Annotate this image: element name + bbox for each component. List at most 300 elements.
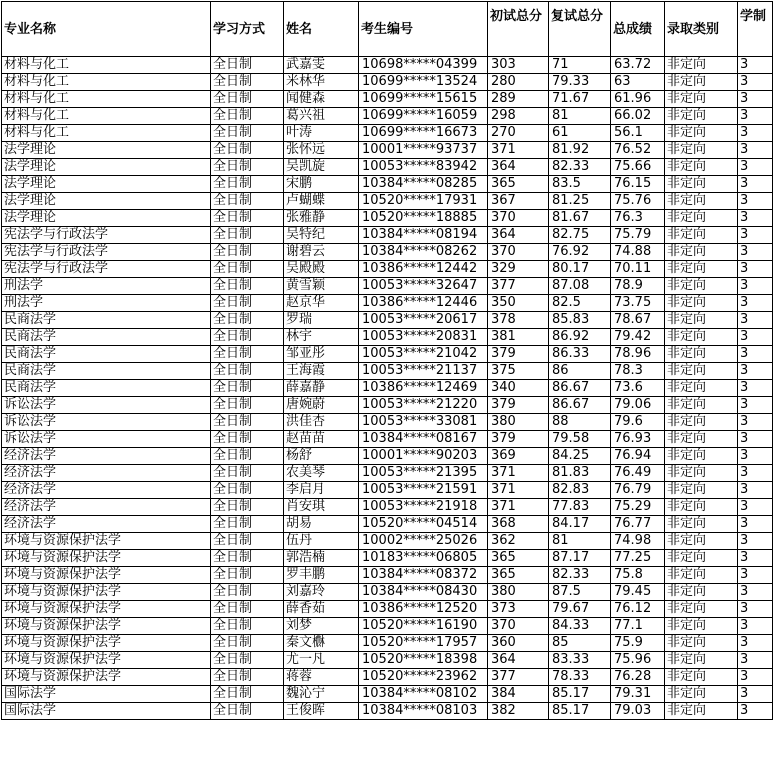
cell-study-mode: 全日制	[211, 567, 284, 584]
table-body	[2, 57, 773, 720]
cell-major: 刑法学	[2, 278, 211, 295]
cell-major: 环境与资源保护法学	[2, 533, 211, 550]
cell-total-score: 76.93	[611, 431, 665, 448]
cell-student-name: 闻健森	[284, 91, 359, 108]
cell-duration: 3	[738, 601, 773, 618]
cell-admission-type: 非定向	[665, 142, 738, 159]
cell-major: 环境与资源保护法学	[2, 550, 211, 567]
cell-duration: 3	[738, 312, 773, 329]
cell-major: 经济法学	[2, 499, 211, 516]
table-row	[2, 346, 773, 363]
cell-student-name: 罗丰鹏	[284, 567, 359, 584]
cell-initial-score: 289	[488, 91, 549, 108]
cell-total-score: 78.3	[611, 363, 665, 380]
cell-candidate-id: 10520*****04514	[359, 516, 488, 533]
cell-retest-score: 86.33	[549, 346, 611, 363]
cell-initial-score: 340	[488, 380, 549, 397]
cell-duration: 3	[738, 703, 773, 720]
cell-student-name: 邹亚彤	[284, 346, 359, 363]
cell-student-name: 伍丹	[284, 533, 359, 550]
cell-total-score: 74.98	[611, 533, 665, 550]
cell-major: 环境与资源保护法学	[2, 567, 211, 584]
cell-student-name: 赵苗苗	[284, 431, 359, 448]
cell-student-name: 卢蝴蝶	[284, 193, 359, 210]
cell-total-score: 76.52	[611, 142, 665, 159]
cell-admission-type: 非定向	[665, 635, 738, 652]
table-row	[2, 533, 773, 550]
cell-total-score: 79.03	[611, 703, 665, 720]
cell-initial-score: 364	[488, 227, 549, 244]
cell-admission-type: 非定向	[665, 516, 738, 533]
cell-candidate-id: 10384*****08262	[359, 244, 488, 261]
cell-student-name: 薛嘉静	[284, 380, 359, 397]
cell-study-mode: 全日制	[211, 210, 284, 227]
cell-major: 经济法学	[2, 516, 211, 533]
table-row	[2, 414, 773, 431]
cell-study-mode: 全日制	[211, 584, 284, 601]
cell-study-mode: 全日制	[211, 74, 284, 91]
table-row	[2, 618, 773, 635]
cell-admission-type: 非定向	[665, 397, 738, 414]
cell-total-score: 73.6	[611, 380, 665, 397]
cell-candidate-id: 10699*****15615	[359, 91, 488, 108]
cell-duration: 3	[738, 482, 773, 499]
cell-candidate-id: 10053*****21395	[359, 465, 488, 482]
cell-admission-type: 非定向	[665, 159, 738, 176]
cell-candidate-id: 10384*****08430	[359, 584, 488, 601]
cell-duration: 3	[738, 431, 773, 448]
cell-student-name: 武嘉雯	[284, 57, 359, 74]
cell-total-score: 76.94	[611, 448, 665, 465]
cell-study-mode: 全日制	[211, 669, 284, 686]
cell-study-mode: 全日制	[211, 278, 284, 295]
cell-major: 法学理论	[2, 159, 211, 176]
table-row	[2, 567, 773, 584]
cell-admission-type: 非定向	[665, 380, 738, 397]
cell-duration: 3	[738, 533, 773, 550]
table-row	[2, 57, 773, 74]
cell-duration: 3	[738, 499, 773, 516]
cell-admission-type: 非定向	[665, 448, 738, 465]
table-row	[2, 686, 773, 703]
cell-total-score: 70.11	[611, 261, 665, 278]
cell-retest-score: 87.08	[549, 278, 611, 295]
cell-total-score: 76.15	[611, 176, 665, 193]
cell-duration: 3	[738, 584, 773, 601]
cell-retest-score: 83.5	[549, 176, 611, 193]
cell-admission-type: 非定向	[665, 703, 738, 720]
cell-major: 环境与资源保护法学	[2, 584, 211, 601]
table-row	[2, 91, 773, 108]
cell-initial-score: 375	[488, 363, 549, 380]
cell-candidate-id: 10386*****12469	[359, 380, 488, 397]
cell-initial-score: 370	[488, 244, 549, 261]
table-row	[2, 380, 773, 397]
cell-study-mode: 全日制	[211, 108, 284, 125]
cell-study-mode: 全日制	[211, 601, 284, 618]
col-header-retest-score: 复试总分	[549, 2, 611, 57]
cell-study-mode: 全日制	[211, 244, 284, 261]
cell-duration: 3	[738, 193, 773, 210]
cell-total-score: 78.67	[611, 312, 665, 329]
cell-total-score: 78.9	[611, 278, 665, 295]
cell-admission-type: 非定向	[665, 278, 738, 295]
cell-retest-score: 81	[549, 108, 611, 125]
cell-admission-type: 非定向	[665, 91, 738, 108]
cell-total-score: 75.66	[611, 159, 665, 176]
cell-candidate-id: 10520*****18398	[359, 652, 488, 669]
cell-candidate-id: 10002*****25026	[359, 533, 488, 550]
table-row	[2, 652, 773, 669]
cell-study-mode: 全日制	[211, 652, 284, 669]
cell-candidate-id: 10053*****21591	[359, 482, 488, 499]
cell-candidate-id: 10384*****08285	[359, 176, 488, 193]
cell-candidate-id: 10384*****08102	[359, 686, 488, 703]
col-header-duration: 学制	[738, 2, 773, 57]
cell-retest-score: 81.67	[549, 210, 611, 227]
cell-student-name: 葛兴祖	[284, 108, 359, 125]
cell-admission-type: 非定向	[665, 125, 738, 142]
cell-student-name: 吴凯旋	[284, 159, 359, 176]
cell-retest-score: 84.17	[549, 516, 611, 533]
cell-duration: 3	[738, 74, 773, 91]
cell-total-score: 75.9	[611, 635, 665, 652]
cell-student-name: 宋鹏	[284, 176, 359, 193]
cell-study-mode: 全日制	[211, 261, 284, 278]
cell-candidate-id: 10384*****08167	[359, 431, 488, 448]
cell-total-score: 66.02	[611, 108, 665, 125]
cell-admission-type: 非定向	[665, 74, 738, 91]
cell-student-name: 洪佳杏	[284, 414, 359, 431]
cell-initial-score: 377	[488, 278, 549, 295]
cell-study-mode: 全日制	[211, 346, 284, 363]
cell-major: 材料与化工	[2, 91, 211, 108]
cell-major: 法学理论	[2, 176, 211, 193]
cell-duration: 3	[738, 108, 773, 125]
cell-major: 诉讼法学	[2, 414, 211, 431]
cell-initial-score: 380	[488, 584, 549, 601]
cell-study-mode: 全日制	[211, 482, 284, 499]
cell-retest-score: 71	[549, 57, 611, 74]
table-row	[2, 142, 773, 159]
cell-admission-type: 非定向	[665, 431, 738, 448]
cell-candidate-id: 10520*****23962	[359, 669, 488, 686]
cell-major: 环境与资源保护法学	[2, 652, 211, 669]
cell-total-score: 73.75	[611, 295, 665, 312]
cell-student-name: 尤一凡	[284, 652, 359, 669]
cell-major: 法学理论	[2, 210, 211, 227]
cell-student-name: 胡易	[284, 516, 359, 533]
cell-retest-score: 85.83	[549, 312, 611, 329]
cell-total-score: 75.8	[611, 567, 665, 584]
cell-duration: 3	[738, 465, 773, 482]
cell-retest-score: 85.17	[549, 686, 611, 703]
cell-retest-score: 76.92	[549, 244, 611, 261]
cell-initial-score: 371	[488, 482, 549, 499]
cell-admission-type: 非定向	[665, 601, 738, 618]
cell-initial-score: 303	[488, 57, 549, 74]
cell-initial-score: 365	[488, 176, 549, 193]
cell-student-name: 米林华	[284, 74, 359, 91]
cell-retest-score: 81	[549, 533, 611, 550]
cell-major: 民商法学	[2, 363, 211, 380]
cell-admission-type: 非定向	[665, 329, 738, 346]
col-header-study-mode: 学习方式	[211, 2, 284, 57]
table-row	[2, 363, 773, 380]
cell-initial-score: 382	[488, 703, 549, 720]
cell-study-mode: 全日制	[211, 57, 284, 74]
cell-duration: 3	[738, 346, 773, 363]
cell-initial-score: 369	[488, 448, 549, 465]
cell-initial-score: 362	[488, 533, 549, 550]
cell-admission-type: 非定向	[665, 618, 738, 635]
cell-retest-score: 87.17	[549, 550, 611, 567]
cell-student-name: 张雅静	[284, 210, 359, 227]
cell-duration: 3	[738, 295, 773, 312]
cell-student-name: 杨舒	[284, 448, 359, 465]
cell-total-score: 79.6	[611, 414, 665, 431]
cell-initial-score: 378	[488, 312, 549, 329]
table-row	[2, 431, 773, 448]
cell-study-mode: 全日制	[211, 91, 284, 108]
cell-duration: 3	[738, 210, 773, 227]
cell-study-mode: 全日制	[211, 125, 284, 142]
cell-student-name: 刘嘉玲	[284, 584, 359, 601]
cell-major: 宪法学与行政法学	[2, 244, 211, 261]
cell-retest-score: 88	[549, 414, 611, 431]
cell-admission-type: 非定向	[665, 295, 738, 312]
cell-admission-type: 非定向	[665, 533, 738, 550]
cell-retest-score: 82.75	[549, 227, 611, 244]
cell-candidate-id: 10386*****12442	[359, 261, 488, 278]
cell-candidate-id: 10520*****16190	[359, 618, 488, 635]
cell-admission-type: 非定向	[665, 176, 738, 193]
cell-major: 环境与资源保护法学	[2, 635, 211, 652]
cell-major: 宪法学与行政法学	[2, 261, 211, 278]
cell-study-mode: 全日制	[211, 159, 284, 176]
cell-study-mode: 全日制	[211, 533, 284, 550]
table-row	[2, 227, 773, 244]
table-row	[2, 312, 773, 329]
cell-candidate-id: 10520*****18885	[359, 210, 488, 227]
cell-duration: 3	[738, 244, 773, 261]
cell-initial-score: 370	[488, 618, 549, 635]
cell-admission-type: 非定向	[665, 550, 738, 567]
cell-student-name: 唐婉蔚	[284, 397, 359, 414]
cell-student-name: 王海霞	[284, 363, 359, 380]
table-row	[2, 244, 773, 261]
cell-candidate-id: 10699*****16059	[359, 108, 488, 125]
cell-retest-score: 86	[549, 363, 611, 380]
cell-major: 经济法学	[2, 482, 211, 499]
col-header-name: 姓名	[284, 2, 359, 57]
cell-initial-score: 364	[488, 159, 549, 176]
cell-study-mode: 全日制	[211, 397, 284, 414]
col-header-total-score: 总成绩	[611, 2, 665, 57]
cell-major: 法学理论	[2, 142, 211, 159]
cell-duration: 3	[738, 57, 773, 74]
cell-student-name: 吴特纪	[284, 227, 359, 244]
cell-candidate-id: 10053*****33081	[359, 414, 488, 431]
cell-initial-score: 365	[488, 567, 549, 584]
cell-student-name: 刘梦	[284, 618, 359, 635]
cell-student-name: 叶涛	[284, 125, 359, 142]
cell-candidate-id: 10699*****13524	[359, 74, 488, 91]
cell-major: 诉讼法学	[2, 397, 211, 414]
table-row	[2, 465, 773, 482]
col-header-initial-score: 初试总分	[488, 2, 549, 57]
cell-student-name: 秦文欁	[284, 635, 359, 652]
cell-candidate-id: 10384*****08372	[359, 567, 488, 584]
cell-study-mode: 全日制	[211, 329, 284, 346]
cell-study-mode: 全日制	[211, 550, 284, 567]
cell-study-mode: 全日制	[211, 448, 284, 465]
table-row	[2, 159, 773, 176]
cell-study-mode: 全日制	[211, 142, 284, 159]
cell-initial-score: 360	[488, 635, 549, 652]
cell-total-score: 79.06	[611, 397, 665, 414]
cell-major: 民商法学	[2, 346, 211, 363]
cell-admission-type: 非定向	[665, 244, 738, 261]
cell-admission-type: 非定向	[665, 652, 738, 669]
cell-initial-score: 370	[488, 210, 549, 227]
table-row	[2, 635, 773, 652]
cell-retest-score: 71.67	[549, 91, 611, 108]
cell-initial-score: 377	[488, 669, 549, 686]
table-row	[2, 550, 773, 567]
cell-retest-score: 61	[549, 125, 611, 142]
table-row	[2, 499, 773, 516]
cell-student-name: 王俊晖	[284, 703, 359, 720]
table-row	[2, 210, 773, 227]
cell-duration: 3	[738, 414, 773, 431]
cell-total-score: 61.96	[611, 91, 665, 108]
cell-total-score: 75.79	[611, 227, 665, 244]
cell-major: 国际法学	[2, 703, 211, 720]
cell-total-score: 76.79	[611, 482, 665, 499]
cell-study-mode: 全日制	[211, 363, 284, 380]
cell-student-name: 肖安琪	[284, 499, 359, 516]
cell-student-name: 郭浩楠	[284, 550, 359, 567]
cell-student-name: 黄雪颖	[284, 278, 359, 295]
cell-candidate-id: 10053*****21918	[359, 499, 488, 516]
table-row	[2, 448, 773, 465]
cell-duration: 3	[738, 363, 773, 380]
cell-student-name: 蒋蓉	[284, 669, 359, 686]
cell-candidate-id: 10386*****12520	[359, 601, 488, 618]
cell-candidate-id: 10053*****83942	[359, 159, 488, 176]
table-row	[2, 295, 773, 312]
cell-duration: 3	[738, 635, 773, 652]
cell-retest-score: 82.5	[549, 295, 611, 312]
cell-study-mode: 全日制	[211, 618, 284, 635]
cell-duration: 3	[738, 176, 773, 193]
cell-duration: 3	[738, 380, 773, 397]
cell-total-score: 78.96	[611, 346, 665, 363]
cell-study-mode: 全日制	[211, 499, 284, 516]
cell-major: 国际法学	[2, 686, 211, 703]
table-row	[2, 703, 773, 720]
cell-initial-score: 329	[488, 261, 549, 278]
cell-duration: 3	[738, 91, 773, 108]
cell-total-score: 76.28	[611, 669, 665, 686]
cell-major: 环境与资源保护法学	[2, 601, 211, 618]
cell-retest-score: 86.67	[549, 397, 611, 414]
cell-admission-type: 非定向	[665, 210, 738, 227]
cell-retest-score: 82.33	[549, 159, 611, 176]
cell-candidate-id: 10001*****93737	[359, 142, 488, 159]
cell-duration: 3	[738, 567, 773, 584]
cell-student-name: 赵京华	[284, 295, 359, 312]
cell-major: 经济法学	[2, 448, 211, 465]
cell-candidate-id: 10053*****21137	[359, 363, 488, 380]
cell-admission-type: 非定向	[665, 414, 738, 431]
cell-retest-score: 79.67	[549, 601, 611, 618]
cell-study-mode: 全日制	[211, 431, 284, 448]
cell-duration: 3	[738, 669, 773, 686]
cell-total-score: 77.1	[611, 618, 665, 635]
cell-major: 材料与化工	[2, 57, 211, 74]
cell-admission-type: 非定向	[665, 686, 738, 703]
cell-candidate-id: 10053*****20831	[359, 329, 488, 346]
cell-retest-score: 83.33	[549, 652, 611, 669]
cell-retest-score: 86.92	[549, 329, 611, 346]
cell-major: 民商法学	[2, 329, 211, 346]
cell-initial-score: 384	[488, 686, 549, 703]
cell-admission-type: 非定向	[665, 193, 738, 210]
cell-retest-score: 79.33	[549, 74, 611, 91]
cell-duration: 3	[738, 397, 773, 414]
table-row	[2, 278, 773, 295]
cell-total-score: 76.3	[611, 210, 665, 227]
table-row	[2, 108, 773, 125]
cell-duration: 3	[738, 516, 773, 533]
cell-candidate-id: 10053*****21042	[359, 346, 488, 363]
cell-initial-score: 270	[488, 125, 549, 142]
cell-candidate-id: 10384*****08103	[359, 703, 488, 720]
cell-total-score: 63	[611, 74, 665, 91]
cell-study-mode: 全日制	[211, 295, 284, 312]
cell-major: 材料与化工	[2, 74, 211, 91]
table-row	[2, 176, 773, 193]
cell-candidate-id: 10698*****04399	[359, 57, 488, 74]
cell-initial-score: 379	[488, 431, 549, 448]
table-row	[2, 125, 773, 142]
cell-retest-score: 77.83	[549, 499, 611, 516]
cell-duration: 3	[738, 550, 773, 567]
cell-study-mode: 全日制	[211, 414, 284, 431]
cell-student-name: 魏沁宁	[284, 686, 359, 703]
cell-admission-type: 非定向	[665, 499, 738, 516]
cell-retest-score: 81.25	[549, 193, 611, 210]
cell-study-mode: 全日制	[211, 635, 284, 652]
cell-major: 民商法学	[2, 312, 211, 329]
cell-duration: 3	[738, 278, 773, 295]
col-header-admission-type: 录取类别	[665, 2, 738, 57]
cell-admission-type: 非定向	[665, 108, 738, 125]
cell-major: 法学理论	[2, 193, 211, 210]
cell-candidate-id: 10053*****20617	[359, 312, 488, 329]
cell-major: 诉讼法学	[2, 431, 211, 448]
cell-initial-score: 373	[488, 601, 549, 618]
cell-retest-score: 82.83	[549, 482, 611, 499]
col-header-major: 专业名称	[2, 2, 211, 57]
cell-initial-score: 371	[488, 142, 549, 159]
cell-admission-type: 非定向	[665, 584, 738, 601]
cell-initial-score: 381	[488, 329, 549, 346]
cell-retest-score: 85	[549, 635, 611, 652]
cell-initial-score: 280	[488, 74, 549, 91]
